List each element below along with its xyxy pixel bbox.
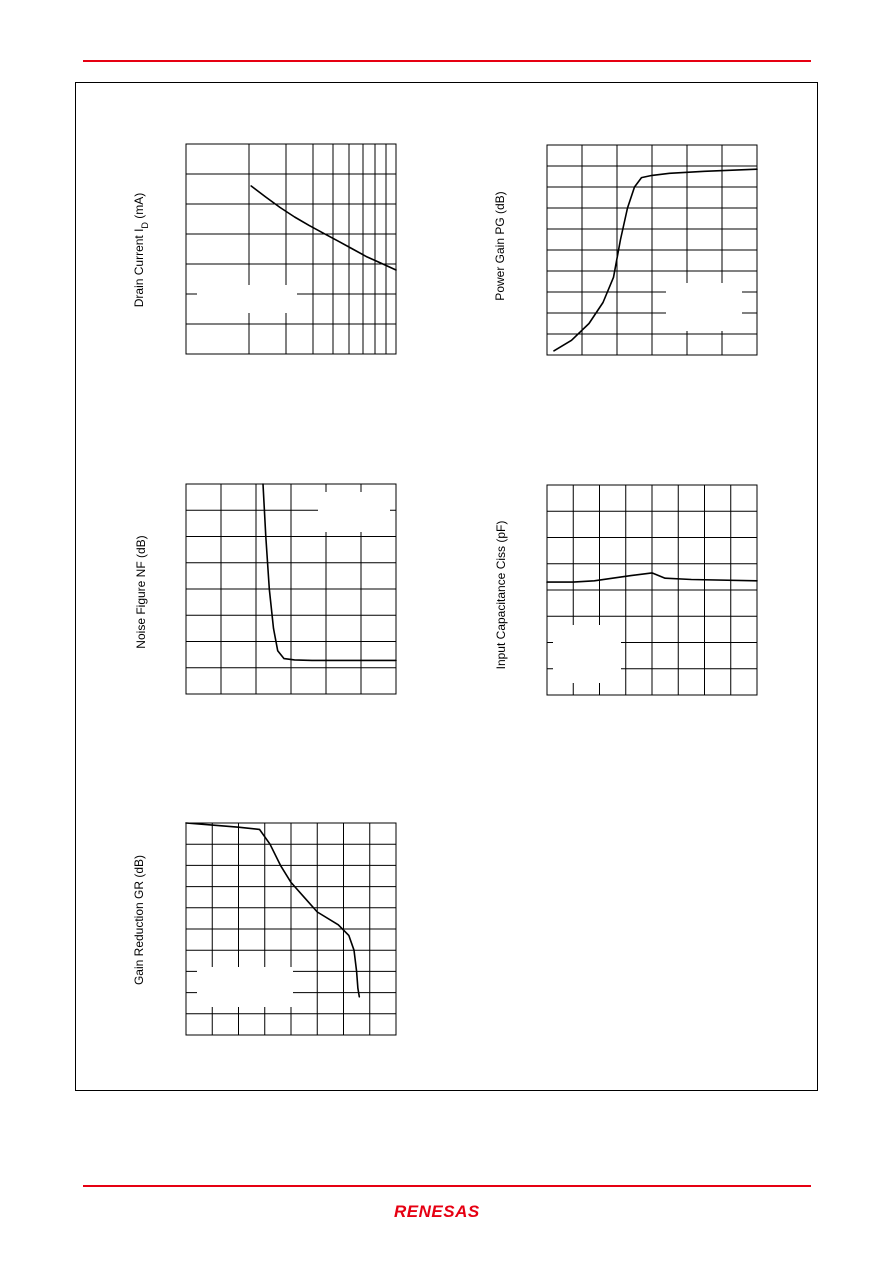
chart1-series-line — [251, 186, 396, 270]
chart3-ylabel: Noise Figure NF (dB) — [134, 535, 148, 649]
chart1-ylabel: Drain Current $I_D$ (mA) — [132, 192, 150, 308]
chart1-blank-area-1 — [197, 285, 297, 313]
chart5-ylabel: Gain Reduction GR (dB) — [132, 854, 146, 986]
chart1-plot-frame — [186, 144, 396, 354]
renesas-logo: RENESAS — [394, 1202, 480, 1221]
chart4-ylabel: Input Capacitance Ciss (pF) — [494, 520, 508, 670]
chart2-blank-area-1 — [666, 283, 742, 331]
footer-rule — [83, 1185, 811, 1187]
chart5-blank-area-1 — [197, 967, 293, 1007]
chart3-blank-area-1 — [318, 492, 390, 532]
chart4-blank-area-1 — [553, 625, 621, 683]
chart2-ylabel: Power Gain PG (dB) — [493, 191, 507, 301]
